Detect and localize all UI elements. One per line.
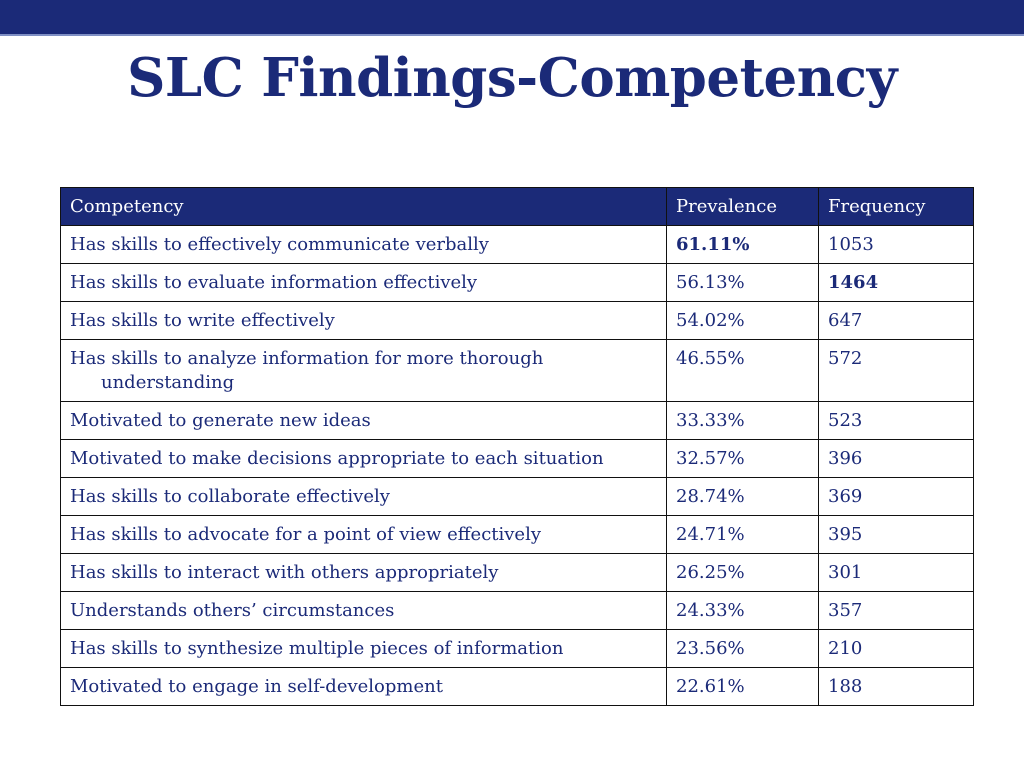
frequency-cell: 395 [819,516,974,554]
table-row [61,340,974,402]
competency-cell [61,340,667,402]
competency-cell: Motivated to make decisions appropriate to each situation [61,440,667,478]
table-header [61,188,974,226]
table-row [61,516,974,554]
competency-cell: Has skills to effectively communicate verbally [61,226,667,264]
header-row [61,188,974,226]
prevalence-cell: 23.56% [667,630,819,668]
top-banner-bar [0,0,1024,34]
frequency-cell: 523 [819,402,974,440]
frequency-cell: 1053 [819,226,974,264]
prevalence-cell: 46.55% [667,340,819,402]
table-row [61,226,974,264]
table-row [61,264,974,302]
frequency-cell: 210 [819,630,974,668]
slide-title: SLC Findings-Competency [127,47,897,109]
table-row [61,302,974,340]
frequency-cell: 572 [819,340,974,402]
table-row [61,592,974,630]
competency-cell: Has skills to write effectively [61,302,667,340]
prevalence-cell: 33.33% [667,402,819,440]
competency-cell: Has skills to collaborate effectively [61,478,667,516]
table-row [61,402,974,440]
frequency-cell: 188 [819,668,974,706]
competency-table [60,187,974,706]
competency-cell: Has skills to interact with others appropriately [61,554,667,592]
competency-cell: Understands others’ circumstances [61,592,667,630]
frequency-cell: 357 [819,592,974,630]
competency-cell: Has skills to evaluate information effectively [61,264,667,302]
frequency-cell: 647 [819,302,974,340]
table-row [61,554,974,592]
header-competency: Competency [61,188,667,226]
header-prevalence: Prevalence [667,188,819,226]
prevalence-cell: 22.61% [667,668,819,706]
prevalence-cell: 24.71% [667,516,819,554]
prevalence-cell: 56.13% [667,264,819,302]
competency-cell: Has skills to advocate for a point of view effectively [61,516,667,554]
frequency-cell: 1464 [819,264,974,302]
table-row [61,478,974,516]
table-row [61,440,974,478]
prevalence-cell: 28.74% [667,478,819,516]
prevalence-cell: 24.33% [667,592,819,630]
prevalence-cell: 32.57% [667,440,819,478]
competency-cell-line1: Has skills to analyze information for more thorough [70,348,544,369]
table-row [61,668,974,706]
prevalence-cell: 61.11% [667,226,819,264]
frequency-cell: 396 [819,440,974,478]
competency-cell: Has skills to synthesize multiple pieces of information [61,630,667,668]
frequency-cell: 369 [819,478,974,516]
prevalence-cell: 26.25% [667,554,819,592]
table-body [61,226,974,706]
prevalence-cell: 54.02% [667,302,819,340]
top-banner-rule [0,34,1024,36]
frequency-cell: 301 [819,554,974,592]
competency-cell: Motivated to generate new ideas [61,402,667,440]
competency-cell-line2: understanding [101,372,235,393]
competency-cell: Motivated to engage in self-development [61,668,667,706]
header-frequency: Frequency [819,188,974,226]
table-row [61,630,974,668]
